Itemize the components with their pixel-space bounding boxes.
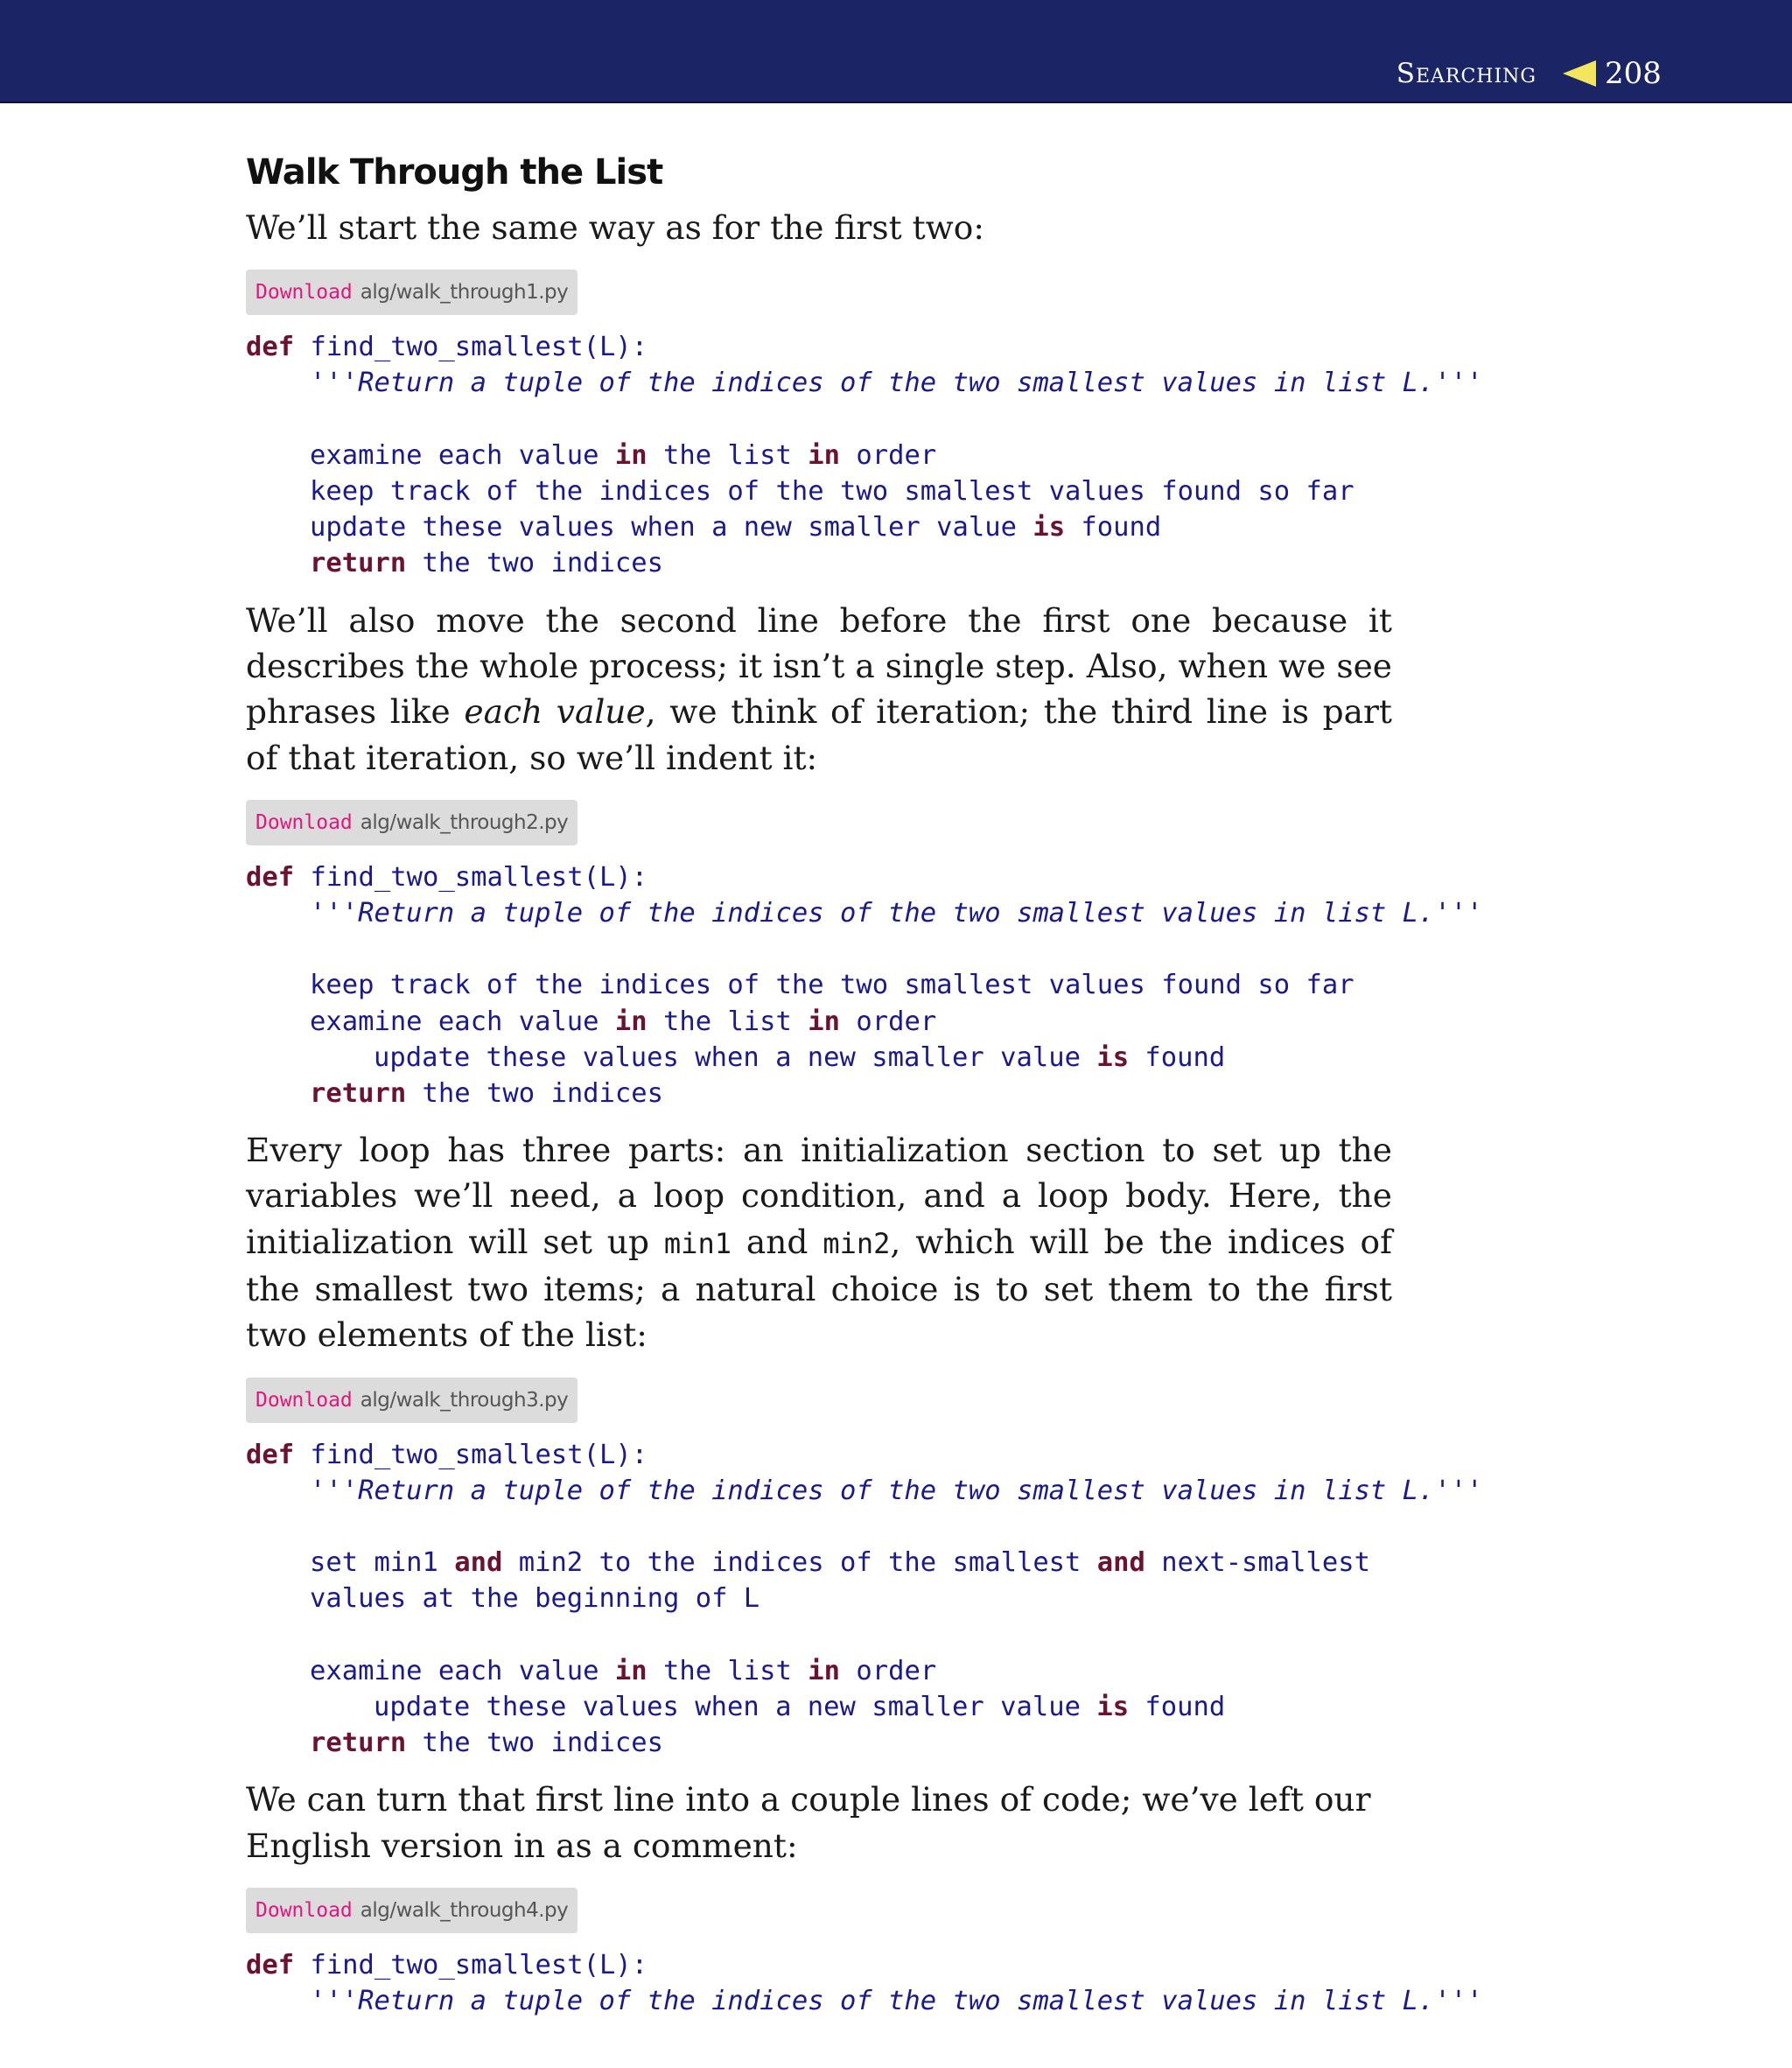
code-listing-2: def find_two_smallest(L): '''Return a tuple of the indices of the two smallest values in list L.''' keep track of the indices of the two smallest values found so far examine each value in the list in order update these values when a new smaller value is found return the two indices (246, 861, 1483, 1109)
download-filename: alg/walk_through3.py (360, 1388, 569, 1412)
paragraph-move-line: We’ll also move the second line before the first one because it describes the whole process; it isn’t a single step. Also, when we see phrases like each value, we think of iteration; the third line is part of that iteration, so we’ll indent it: (246, 600, 1392, 777)
download-filename: alg/walk_through1.py (360, 281, 569, 305)
download-link[interactable]: Download (256, 1898, 353, 1922)
download-tag[interactable] (246, 1377, 578, 1423)
intro-paragraph: We’ll start the same way as for the first two: (246, 208, 984, 247)
paragraph-turn-into-code: We can turn that first line into a couple lines of code; we’ve left our English version in as a comment: (246, 1780, 1371, 1865)
code-listing-1: def find_two_smallest(L): '''Return a tuple of the indices of the two smallest values in list L.''' examine each value in the list in order keep track of the indices of the two smallest values found so far update these values when a new smaller value is found return the two indices (246, 332, 1483, 579)
download-filename: alg/walk_through4.py (360, 1898, 569, 1922)
code-listing-3: def find_two_smallest(L): '''Return a tuple of the indices of the two smallest values in list L.''' set min1 and min2 to the indices of the smallest and next-smallest values at the beginning of L examine each value in the list in order update these values when a new smaller value is found return the two indices (246, 1439, 1483, 1759)
previous-page-arrow-icon[interactable] (1563, 60, 1596, 87)
download-tag[interactable] (246, 1888, 578, 1933)
code-listing-4: def find_two_smallest(L): '''Return a tuple of the indices of the two smallest values in list L.''' (246, 1949, 1483, 2017)
download-link[interactable]: Download (256, 810, 353, 834)
page-content (246, 149, 1483, 2019)
page-number: 208 (1605, 56, 1662, 91)
section-heading: Walk Through the List (246, 152, 663, 193)
download-tag[interactable] (246, 800, 578, 845)
download-filename: alg/walk_through2.py (360, 810, 569, 834)
download-link[interactable]: Download (256, 1388, 353, 1412)
paragraph-loop-parts: Every loop has three parts: an initialization section to set up the variables we’ll need, a loop condition, and a loop body. Here, the initialization will set up min1 and min2, which will be the indices of the smallest two items; a natural choice is to set them to the first two elements of the list: (246, 1131, 1393, 1355)
download-link[interactable]: Download (256, 281, 353, 305)
download-tag[interactable] (246, 270, 578, 315)
page-header (0, 0, 1792, 103)
chapter-title: Searching (1396, 58, 1536, 89)
